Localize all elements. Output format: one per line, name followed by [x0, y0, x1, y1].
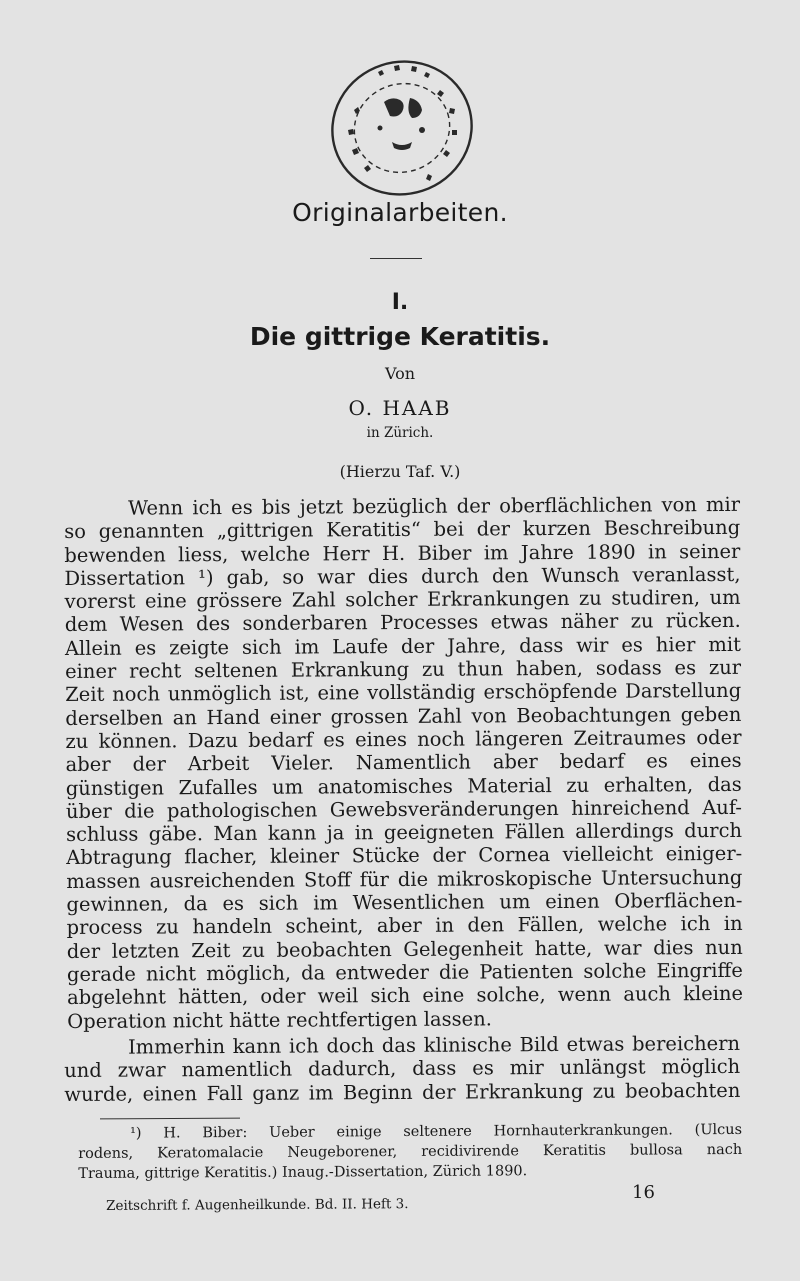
article-number: I.: [391, 290, 409, 315]
text-line: über die pathologischen Gewebsveränderungen hinreichend Auf-: [65, 795, 742, 823]
paragraph-2: [64, 1032, 740, 1106]
author-location: in Zürich.: [366, 425, 434, 441]
plate-reference: (Hierzu Taf. V.): [339, 462, 461, 481]
paragraph-1: [64, 493, 743, 1033]
text-line: wurde, einen Fall ganz im Beginn der Erkrankung zu beobachten: [64, 1078, 741, 1106]
text-line: Zeit noch unmöglich ist, eine vollständig erschöpfende Darstellung: [65, 679, 742, 707]
text-line: schluss gäbe. Man kann ja in geeigneten Fällen allerdings durch: [65, 819, 743, 847]
text-line: gerade nicht möglich, da entweder die Patienten solche Eingriffe: [66, 958, 743, 986]
text-line: Wenn ich es bis jetzt bezüglich der oberflächlichen von mir: [127, 492, 741, 520]
text-line: und zwar namentlich dadurch, dass es mir unlängst möglich: [64, 1055, 741, 1083]
title-divider: [370, 258, 422, 259]
text-line: derselben an Hand einer grossen Zahl von Beobachtungen geben: [65, 702, 742, 730]
footnote-line: rodens, Keratomalacie Neugeborener, recidivirende Keratitis bullosa nach: [78, 1141, 743, 1162]
text-line: vorerst eine grössere Zahl solcher Erkrankungen zu studiren, um: [64, 586, 741, 614]
author-name: O. HAAB: [348, 396, 452, 420]
byline-prefix: Von: [384, 364, 416, 383]
section-heading: Originalarbeiten.: [292, 198, 508, 227]
library-stamp: [322, 50, 482, 210]
text-line: aber der Arbeit Vieler. Namentlich aber bedarf es eines: [65, 749, 742, 777]
text-line: einer recht seltenen Erkrankung zu thun haben, sodass es zur: [64, 655, 742, 684]
text-line: gewinnen, da es sich im Wesentlichen um einen Oberflächen-: [66, 888, 743, 917]
footnote: [78, 1120, 742, 1184]
text-line: der letzten Zeit zu beobachten Gelegenheit hatte, war dies nun: [66, 935, 743, 963]
text-line: Allein es zeigte sich im Laufe der Jahre, dass wir es hier mit: [64, 632, 741, 660]
text-line: Dissertation ¹) gab, so war dies durch den Wunsch veranlasst,: [64, 562, 741, 590]
article-title: Die gittrige Keratitis.: [249, 322, 551, 351]
text-line: zu können. Dazu bedarf es eines noch längeren Zeitraumes oder: [65, 725, 742, 753]
text-line: Abtragung flacher, kleiner Stücke der Cornea vielleicht einiger-: [66, 842, 743, 870]
text-line: so genannten „gittrigen Keratitis“ bei der kurzen Beschreibung: [64, 516, 741, 544]
footnote-line: Trauma, gittrige Keratitis.) Inaug.-Dissertation, Zürich 1890.: [78, 1163, 528, 1182]
page-number: 16: [632, 1182, 655, 1203]
text-line: process zu handeln scheint, aber in den Fällen, welche ich in: [66, 912, 743, 940]
text-line: dem Wesen des sonderbaren Processes etwas näher zu rücken.: [64, 609, 741, 637]
text-line: Immerhin kann ich doch das klinische Bild etwas bereichern: [127, 1031, 741, 1059]
footnote-line: ¹) H. Biber: Ueber einige seltenere Hornhauterkrankungen. (Ulcus: [130, 1121, 743, 1142]
journal-line: Zeitschrift f. Augenheilkunde. Bd. II. Heft 3.: [106, 1196, 409, 1214]
text-line: abgelehnt hätten, oder weil sich eine solche, wenn auch kleine: [66, 982, 744, 1010]
text-line: Operation nicht hätte rechtfertigen lassen.: [67, 1006, 492, 1033]
text-line: bewenden liess, welche Herr H. Biber im Jahre 1890 in seiner: [64, 539, 741, 567]
text-line: massen ausreichenden Stoff für die mikroskopische Untersuchung: [66, 865, 743, 893]
text-line: günstigen Zufalles um anatomisches Material zu erhalten, das: [65, 772, 742, 800]
footnote-divider: [100, 1118, 240, 1120]
